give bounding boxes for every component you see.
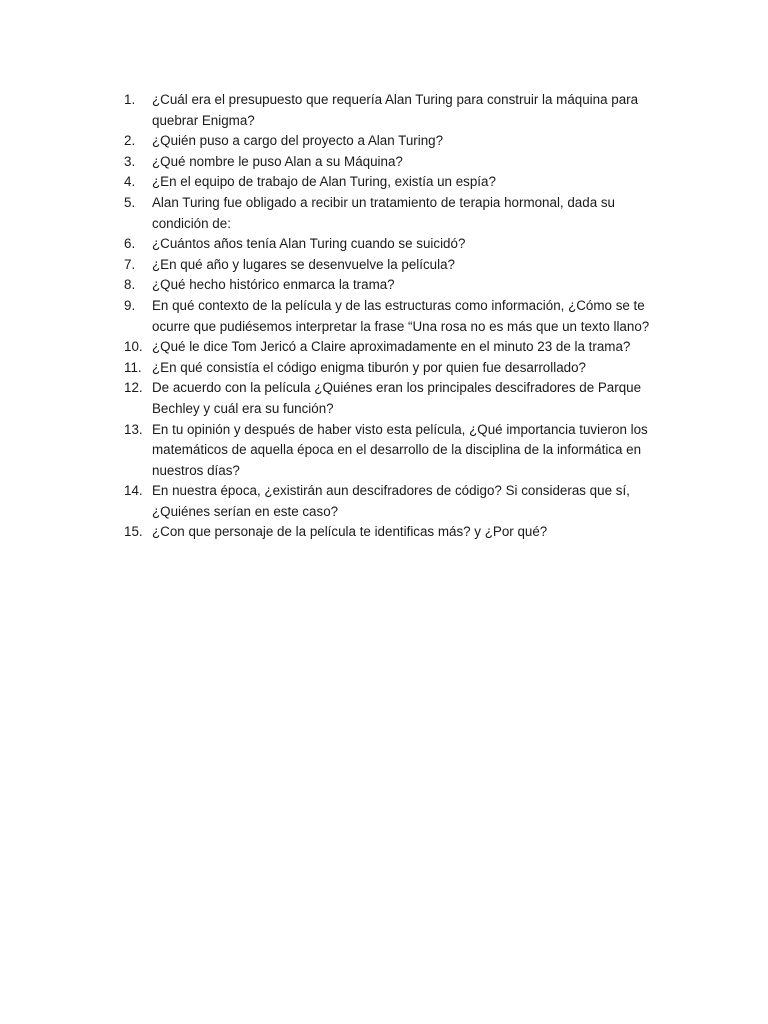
question-item-8 <box>124 275 664 296</box>
question-text: De acuerdo con la película ¿Quiénes eran los principales descifradores de Parque Bechley y cuál era su función? <box>152 380 642 416</box>
question-text: ¿Cuál era el presupuesto que requería Alan Turing para construir la máquina para quebrar Enigma? <box>152 92 639 128</box>
question-number: 8. <box>124 277 136 293</box>
question-text: ¿En el equipo de trabajo de Alan Turing, existía un espía? <box>152 174 496 190</box>
question-text: En nuestra época, ¿existirán aun descifradores de código? Si consideras que sí, ¿Quiénes serían en este caso? <box>152 483 630 519</box>
question-number: 13. <box>124 421 143 437</box>
question-item-11 <box>124 358 664 379</box>
question-item-12 <box>124 378 664 419</box>
question-number: 3. <box>124 153 136 169</box>
question-number: 12. <box>124 380 143 396</box>
question-item-5 <box>124 193 664 234</box>
question-text: ¿Cuántos años tenía Alan Turing cuando se suicidó? <box>152 236 466 252</box>
question-item-3 <box>124 152 664 173</box>
question-number: 2. <box>124 133 136 149</box>
question-number: 1. <box>124 92 136 107</box>
question-number: 9. <box>124 297 136 313</box>
question-item-6 <box>124 234 664 255</box>
question-number: 6. <box>124 236 136 252</box>
question-text: ¿Qué le dice Tom Jericó a Claire aproximadamente en el minuto 23 de la trama? <box>152 339 631 355</box>
question-number: 14. <box>124 483 143 499</box>
question-item-2 <box>124 131 664 152</box>
question-item-9 <box>124 296 664 337</box>
question-text: ¿En qué consistía el código enigma tiburón y por quien fue desarrollado? <box>152 359 586 375</box>
question-item-15 <box>124 522 664 543</box>
question-item-13 <box>124 420 664 482</box>
question-number: 15. <box>124 524 143 540</box>
question-text: ¿Qué nombre le puso Alan a su Máquina? <box>152 153 403 169</box>
question-number: 11. <box>124 359 142 375</box>
question-text: ¿Quién puso a cargo del proyecto a Alan Turing? <box>152 133 444 149</box>
question-text: En tu opinión y después de haber visto esta película, ¿Qué importancia tuvieron los matemáticos de aquella época en el desarrollo de la disciplina de la informática en nuestros días? <box>152 421 648 478</box>
question-number: 4. <box>124 174 136 190</box>
question-text: ¿Con que personaje de la película te identificas más? y ¿Por qué? <box>152 524 548 540</box>
question-item-1 <box>124 90 664 131</box>
question-text: ¿En qué año y lugares se desenvuelve la película? <box>152 256 455 272</box>
question-text: Alan Turing fue obligado a recibir un tratamiento de terapia hormonal, dada su condición de: <box>152 194 616 231</box>
question-number: 7. <box>124 256 136 272</box>
question-list <box>124 90 664 543</box>
question-item-10 <box>124 337 664 358</box>
question-number: 5. <box>124 194 136 210</box>
question-item-7 <box>124 255 664 276</box>
question-text: En qué contexto de la película y de las estructuras como información, ¿Cómo se te ocurre que pudiésemos interpretar la frase “Una rosa no es más que un texto llano? <box>152 297 650 334</box>
question-item-4 <box>124 172 664 193</box>
question-item-14 <box>124 481 664 522</box>
question-number: 10. <box>124 339 143 355</box>
question-text: ¿Qué hecho histórico enmarca la trama? <box>152 277 395 293</box>
